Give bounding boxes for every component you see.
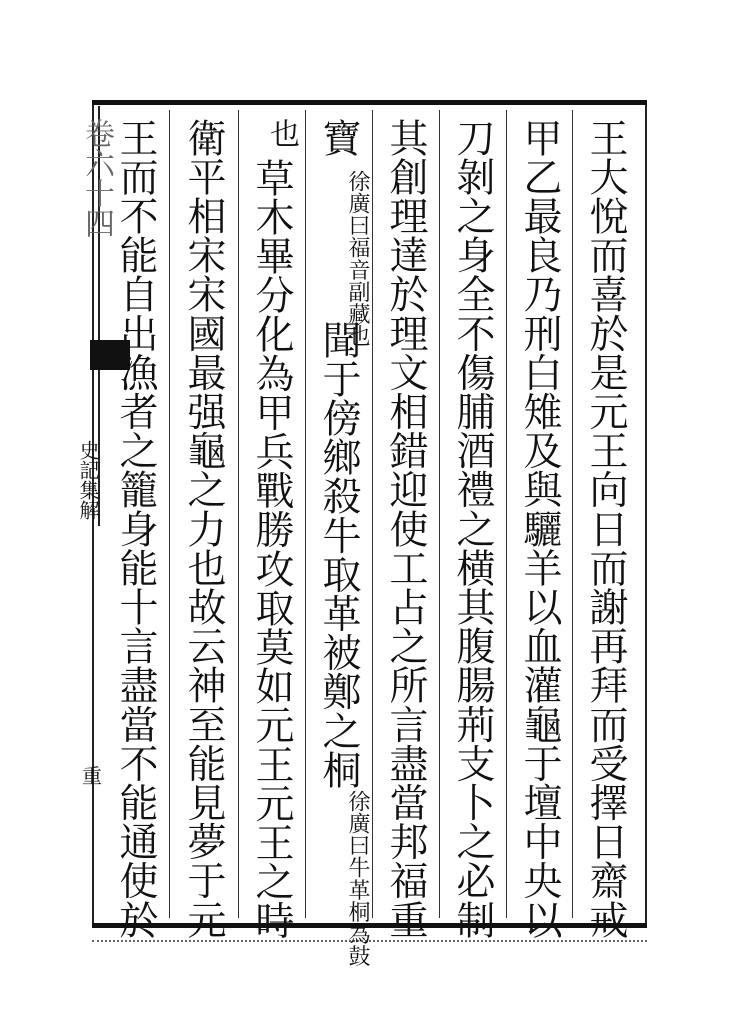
- text-column-2: 甲乙最良乃刑白雉及與驪羊以血灌龜于壇中央以: [517, 118, 562, 940]
- column-rule: [305, 110, 306, 918]
- frame-top-rule: [92, 100, 647, 106]
- text-column-5-body: 聞于傍鄉殺牛取革被鄭之桐: [316, 320, 361, 790]
- column-rule: [572, 110, 573, 918]
- column-rule: [506, 110, 507, 918]
- margin-book-title: 史記集解: [76, 440, 100, 520]
- text-column-7: 衛平相宋宋國最强龜之力也故云神至能見夢于元: [181, 118, 226, 940]
- column-rule: [372, 110, 373, 918]
- text-column-5-start: 寶: [316, 118, 361, 158]
- margin-faint-text: 卷六十四: [79, 118, 114, 238]
- text-column-8: 王而不能自出漁者之籠身能十言盡當不能通使於: [113, 118, 158, 940]
- annotation-2: 徐廣曰牛革桐為鼓: [345, 790, 370, 967]
- column-rule: [169, 110, 170, 918]
- column-rule: [439, 110, 440, 918]
- annotation-1: 徐廣曰福音副藏也: [345, 170, 370, 347]
- column-rule: [238, 110, 239, 918]
- text-column-6-start: 也: [264, 118, 299, 149]
- text-column-6-body: 草木畢分化為甲兵戰勝攻取莫如元王元王之時: [249, 158, 294, 940]
- text-column-1: 王大悅而喜於是元王向日而謝再拜而受擇日齋戒: [583, 118, 628, 940]
- text-column-3: 刀剝之身全不傷脯酒禮之横其腹腸荊支卜之必制: [450, 118, 495, 940]
- margin-page-mark: 重: [82, 764, 102, 788]
- text-column-4: 其創理達於理文相錯迎使工占之所言盡當邦福重: [383, 118, 428, 940]
